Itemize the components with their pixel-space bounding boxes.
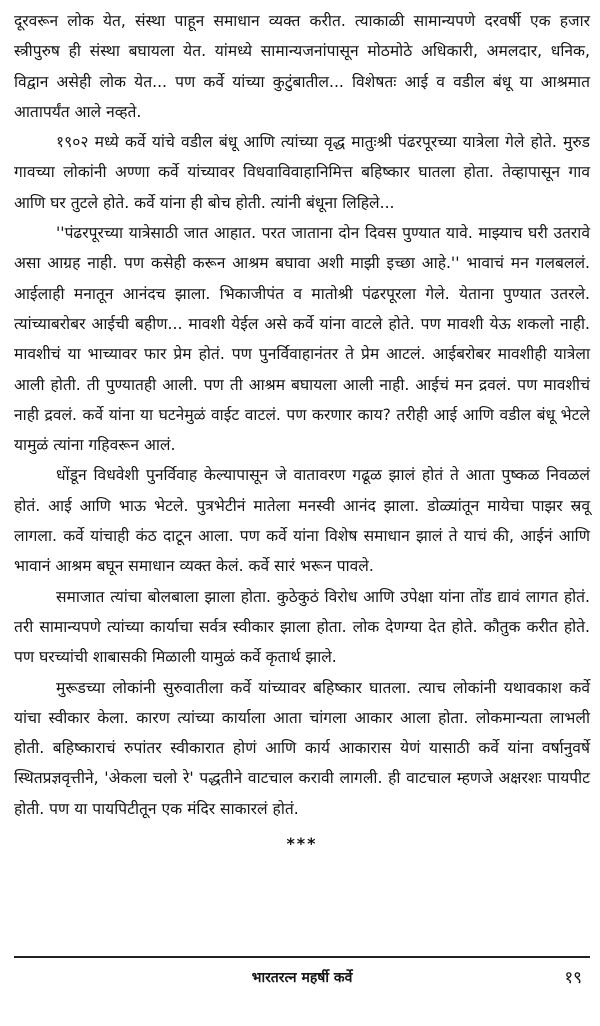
paragraph-1: दूरवरून लोक येत, संस्था पाहून समाधान व्यक्त करीत. त्याकाळी सामान्यपणे दरवर्षी एक हजार स्त्रीपुरुष ही संस्था बघायला येत. यांमध्ये सामान्यजनांपासून मोठमोठे अधिकारी, अमलदार, धनिक, विद्वान असेही लोक येत... पण कर्वे यांच्या कुटुंबातील... विशेषतः आई व वडील बंधू या आश्रमात आतापर्यंत आले नव्हते.: [14, 12, 590, 121]
book-page: [14, 6, 590, 1020]
section-ornament: ***: [286, 834, 318, 854]
paragraph-3: ''पंढरपूरच्या यात्रेसाठी जात आहात. परत जाताना दोन दिवस पुण्यात यावे. माझ्याच घरी उतरावे असा आग्रह नाही. पण कसेही करून आश्रम बघावा अशी माझी इच्छा आहे.'' भावाचं मन गलबललं. आईलाही मनातून आनंदच झाला. भिकाजीपंत व मातोश्री पंढरपूरला गेले. येताना पुण्यात उतरले. त्यांच्याबरोबर आईची बहीण... मावशी येईल असे कर्वे यांना वाटले होते. पण मावशी येऊ शकलो नाही. मावशीचं या भाच्यावर फार प्रेम होतं. पण पुनर्विवाहानंतर ते प्रेम आटलं. आईबरोबर मावशीही यात्रेला आली होती. ती पुण्यातही आली. पण ती आश्रम बघायला आली नाही. आईचं मन द्रवलं. पण मावशीचं नाही द्रवलं. कर्वे यांना या घटनेमुळं वाईट वाटलं. पण करणार काय? तरीही आई आणि वडील बंधू भेटले यामुळं त्यांना गहिवरून आलं.: [14, 224, 590, 455]
paragraph-4: धोंडून विधवेशी पुनर्विवाह केल्यापासून जे वातावरण गढूळ झालं होतं ते आता पुष्कळ निवळलं होतं. आई आणि भाऊ भेटले. पुत्रभेटीनं मातेला मनस्वी आनंद झाला. डोळ्यांतून मायेचा पाझर स्रवू लागला. कर्वे यांचाही कंठ दाटून आला. पण कर्वे यांना विशेष समाधान झालं ते याचं की, आईनं आणि भावानं आश्रम बघून समाधान व्यक्त केलं. कर्वे सारं भरून पावले.: [14, 466, 590, 576]
paragraph-5: समाजात त्यांचा बोलबाला झाला होता. कुठेकुठं विरोध आणि उपेक्षा यांना तोंड द्यावं लागत होतं. तरी सामान्यपणे त्यांच्या कार्याचा सर्वत्र स्वीकार झाला होता. लोक देणग्या देत होते. कौतुक करीत होते. पण घरच्यांची शाबासकी मिळाली यामुळं कर्वे कृतार्थ झाले.: [14, 587, 590, 667]
paragraph-6: मुरूडच्या लोकांनी सुरुवातीला कर्वे यांच्यावर बहिष्कार घातला. त्याच लोकांनी यथावकाश कर्वे यांचा स्वीकार केला. कारण त्यांच्या कार्याला आता चांगला आकार आला होता. लोकमान्यता लाभली होती. बहिष्काराचं रुपांतर स्वीकारात होणं आणि कार्य आकारास येणं यासाठी कर्वे यांना वर्षानुवर्षे स्थितप्रज्ञवृत्तीने, 'अेकला चलो रे' पद्धतीने वाटचाल करावी लागली. ही वाटचाल म्हणजे अक्षरशः पायपीट होती. पण या पायपिटीतून एक मंदिर साकारलं होतं.: [14, 678, 590, 818]
footer-rule: [14, 956, 590, 958]
page-footer: [14, 964, 590, 992]
paragraph-2: १९०२ मध्ये कर्वे यांचे वडील बंधू आणि त्यांच्या वृद्ध मातुःश्री पंढरपूरच्या यात्रेला गेले होते. मुरुड गावच्या लोकांनी अण्णा कर्वे यांच्यावर विधवाविवाहानिमित्त बहिष्कार घातला होता. तेव्हापासून गाव आणि घर तुटले होते. कर्वे यांना ही बोच होती. त्यांनी बंधूना लिहिले...: [14, 133, 590, 212]
running-footer-title: भारतरत्न महर्षी कर्वे: [251, 970, 353, 986]
page-number: १९: [564, 968, 582, 988]
body-text: [14, 6, 590, 824]
